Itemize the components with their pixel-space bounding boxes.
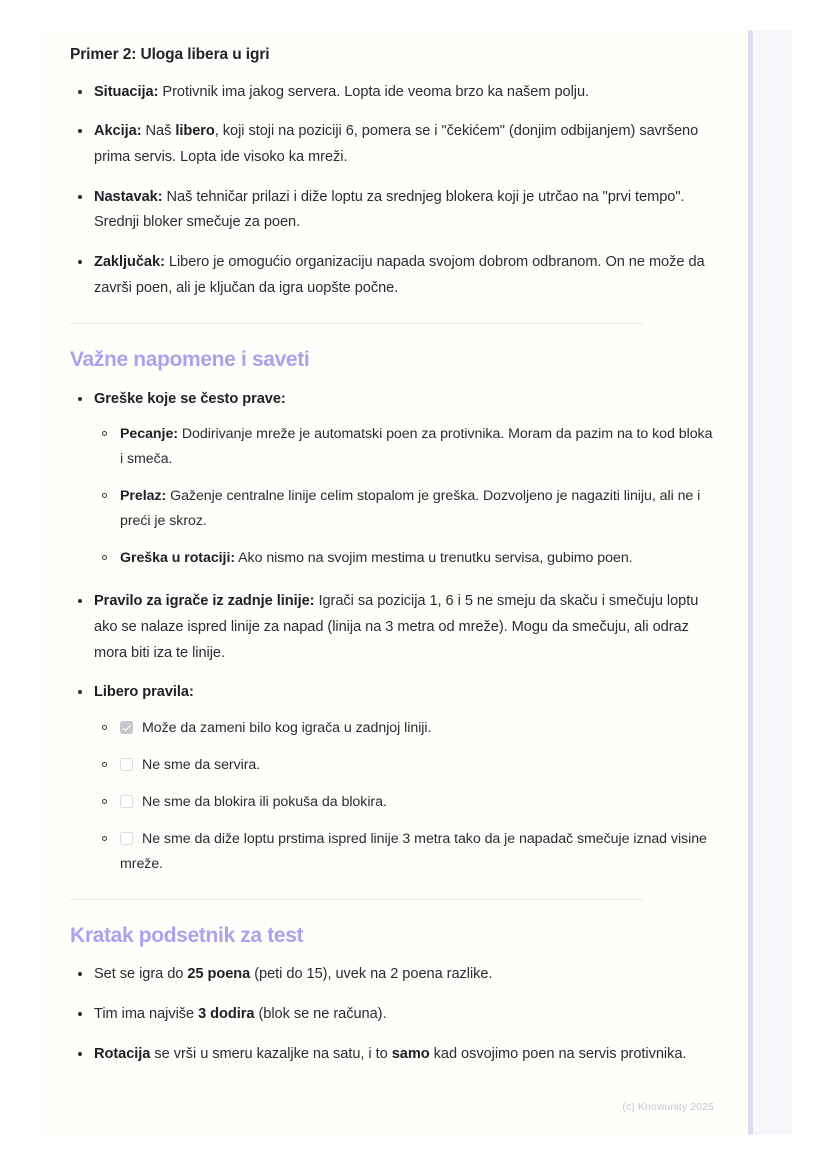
bullet-circle-icon <box>102 836 107 841</box>
mistakes-sublist <box>94 422 714 571</box>
bullet-circle-icon <box>102 493 107 498</box>
item-text: Naš tehničar prilazi i diže loptu za srednjeg blokera koji je utrčao na "prvi tempo". Srednji bloker smečuje za poen. <box>94 188 685 231</box>
sub-item-text: Gaženje centralne linije celim stopalom je greška. Dozvoljeno je nagaziti liniju, ali ne i preći je skroz. <box>120 488 701 530</box>
example-section-title: Primer 2: Uloga libera u igri <box>70 46 270 63</box>
vertical-scrollbar[interactable] <box>748 30 753 1135</box>
bullet-circle-icon <box>102 431 107 436</box>
sub-item-text: Dodirivanje mreže je automatski poen za protivnika. Moram da pazim na to kod bloka i smeča. <box>120 426 713 468</box>
item-emphasis: 3 dodira <box>198 1005 255 1022</box>
sub-list-item-checkbox <box>94 827 714 877</box>
item-emphasis-first: Rotacija <box>94 1045 151 1062</box>
bullet-circle-icon <box>102 762 107 767</box>
list-item <box>70 185 714 236</box>
list-item <box>70 962 714 988</box>
bullet-dot-icon <box>78 690 82 694</box>
item-text-after: (blok se ne računa). <box>254 1005 387 1022</box>
list-item <box>70 1042 714 1068</box>
bullet-dot-icon <box>78 599 82 603</box>
item-text: Igrači sa pozicija 1, 6 i 5 ne smeju da skaču i smečuju loptu ako se nalaze ispred linije za napad (linija na 3 metra od mreže). Mogu da smečuju, ali odraz mora biti iza te linije. <box>94 593 699 661</box>
item-label: Nastavak: <box>94 188 163 205</box>
bullet-dot-icon <box>78 1012 82 1016</box>
list-item-mistakes <box>70 387 714 572</box>
sub-list-item <box>94 484 714 534</box>
list-item-libero-rules <box>70 680 714 877</box>
list-item <box>70 1002 714 1028</box>
checkbox-label: Ne sme da blokira ili pokuša da blokira. <box>142 793 387 810</box>
section-divider <box>70 323 643 324</box>
sub-list-item <box>94 546 714 571</box>
section-divider <box>70 899 643 900</box>
checkbox-unchecked[interactable] <box>120 795 133 808</box>
notes-section-heading: Važne napomene i saveti <box>70 348 310 372</box>
item-emphasis: 25 poena <box>187 966 251 983</box>
bullet-dot-icon <box>78 90 82 94</box>
notes-bullet-list <box>70 387 714 877</box>
bullet-dot-icon <box>78 397 82 401</box>
sub-list-item <box>94 422 714 472</box>
right-gutter-panel <box>752 30 792 1135</box>
item-text-after: (peti do 15), uvek na 2 poena razlike. <box>250 966 493 983</box>
item-label: Libero pravila: <box>94 684 194 701</box>
bullet-dot-icon <box>78 129 82 133</box>
bullet-circle-icon <box>102 799 107 804</box>
bullet-circle-icon <box>102 555 107 560</box>
checkbox-unchecked[interactable] <box>120 832 133 845</box>
sub-list-item-checkbox <box>94 753 714 778</box>
libero-rules-sublist <box>94 716 714 877</box>
bullet-circle-icon <box>102 725 107 730</box>
item-label: Pravilo za igrače iz zadnje linije: <box>94 593 315 610</box>
bullet-dot-icon <box>78 1052 82 1056</box>
item-label: Situacija: <box>94 83 159 100</box>
list-item <box>70 80 714 106</box>
item-text-before: Set se igra do <box>94 966 188 983</box>
checkbox-unchecked[interactable] <box>120 758 133 771</box>
bullet-dot-icon <box>78 972 82 976</box>
item-text-end: kad osvojimo poen na servis protivnika. <box>429 1045 687 1062</box>
sub-item-label: Greška u rotaciji: <box>120 550 236 567</box>
document-page <box>42 30 748 1135</box>
checkbox-label: Može da zameni bilo kog igrača u zadnjoj liniji. <box>142 720 432 737</box>
sub-item-label: Pecanje: <box>120 426 178 443</box>
item-label: Greške koje se često prave: <box>94 390 286 407</box>
item-text: Protivnik ima jakog servera. Lopta ide veoma brzo ka našem polju. <box>158 83 590 100</box>
sub-list-item-checkbox <box>94 790 714 815</box>
sub-item-text: Ako nismo na svojim mestima u trenutku servisa, gubimo poen. <box>235 550 633 567</box>
list-item <box>70 250 714 301</box>
item-text-after: , koji stoji na poziciji 6, pomera se i "čekićem" (donjim odbijanjem) savršeno prima servis. Lopta ide visoko ka mreži. <box>94 123 699 166</box>
item-label: Zaključak: <box>94 254 165 271</box>
checkbox-label: Ne sme da servira. <box>142 757 261 773</box>
item-text-mid: se vrši u smeru kazaljke na satu, i to <box>150 1045 392 1062</box>
sub-item-label: Prelaz: <box>120 488 167 505</box>
summary-bullet-list <box>70 962 714 1067</box>
example-bullet-list <box>70 80 714 302</box>
item-emphasis-second: samo <box>391 1045 430 1062</box>
item-text: Libero je omogućio organizaciju napada svojom dobrom odbranom. On ne može da završi poen, ali je ključan da igra uopšte počne. <box>94 254 705 296</box>
list-item-back-row-rule <box>70 589 714 666</box>
bullet-dot-icon <box>78 195 82 199</box>
item-emphasis: libero <box>175 123 215 140</box>
list-item <box>70 119 714 170</box>
checkbox-label: Ne sme da diže loptu prstima ispred linije 3 metra tako da je napadač smečuje iznad visine mreže. <box>120 830 707 872</box>
summary-section-heading: Kratak podsetnik za test <box>70 923 304 947</box>
sub-list-item-checkbox <box>94 716 714 741</box>
item-text-before: Naš <box>141 123 176 140</box>
item-label: Akcija: <box>94 123 142 140</box>
bullet-dot-icon <box>78 260 82 264</box>
item-text-before: Tim ima najviše <box>94 1005 199 1022</box>
footer-credit: (c) Knowunity 2025 <box>622 1101 714 1113</box>
checkbox-checked[interactable] <box>120 721 133 734</box>
